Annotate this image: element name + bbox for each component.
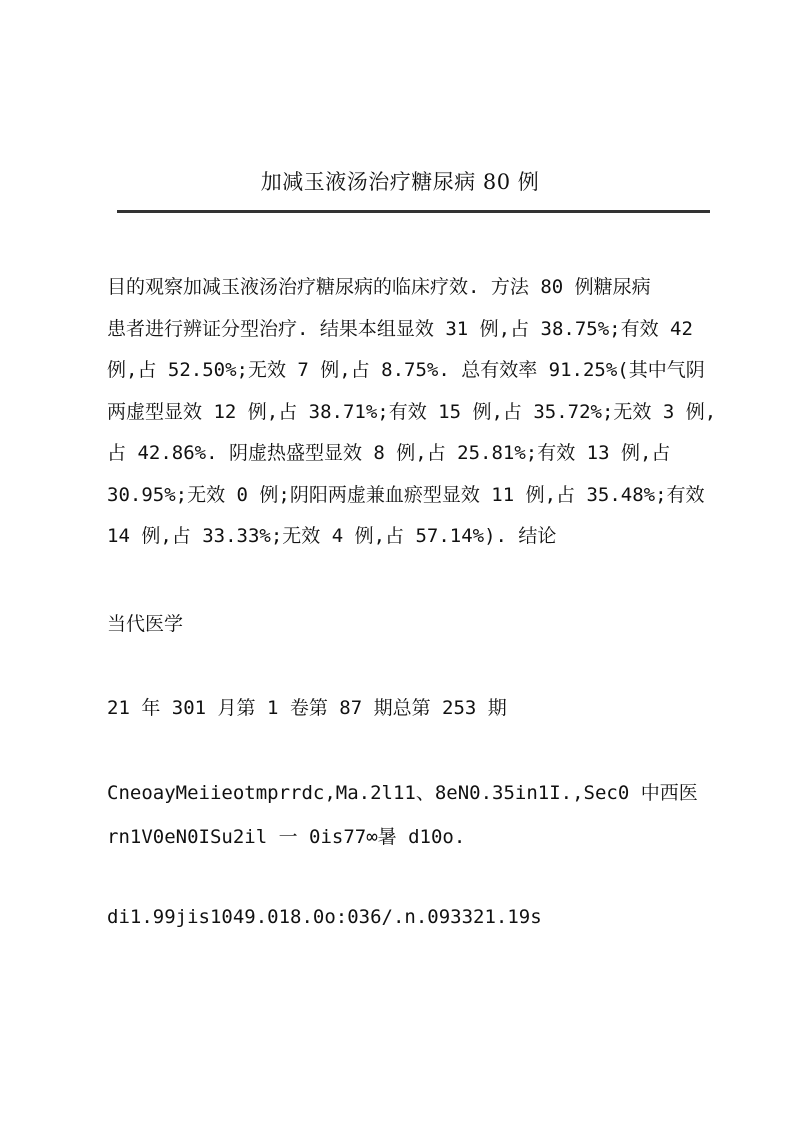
abstract-line: 30.95%;无效 0 例;阴阳两虚兼血瘀型显效 11 例,占 35.48%;有效	[107, 483, 705, 506]
abstract-paragraph	[107, 267, 715, 558]
abstract-line: 14 例,占 33.33%;无效 4 例,占 57.14%). 结论	[107, 525, 557, 547]
issue-info: 21 年 301 月第 1 卷第 87 期总第 253 期	[107, 697, 507, 719]
english-citation-line: CneoayMeiieotmprrdc,Ma.2l11、8eN0.35in1I.,Sec0 中西医	[107, 782, 698, 804]
abstract-line: 目的观察加减玉液汤治疗糖尿病的临床疗效. 方法 80 例糖尿病	[107, 276, 651, 298]
doi-line: di1.99jis1049.018.0o:036/.n.093321.19s	[107, 906, 542, 928]
abstract-line: 两虚型显效 12 例,占 38.71%;有效 15 例,占 35.72%;无效 3 例,	[107, 400, 717, 423]
english-citation-line: rn1V0eN0ISu2il 一 0is77∞暑 d10o.	[107, 826, 466, 848]
abstract-line: 占 42.86%. 阴虚热盛型显效 8 例,占 25.81%;有效 13 例,占	[107, 442, 671, 464]
abstract-line: 例,占 52.50%;无效 7 例,占 8.75%. 总有效率 91.25%(其中气阴	[107, 359, 705, 381]
journal-name: 当代医学	[107, 613, 184, 635]
document-title: 加减玉液汤治疗糖尿病 80 例	[260, 170, 540, 194]
abstract-line: 患者进行辨证分型治疗. 结果本组显效 31 例,占 38.75%;有效 42	[107, 317, 693, 340]
title-underline	[117, 210, 710, 213]
